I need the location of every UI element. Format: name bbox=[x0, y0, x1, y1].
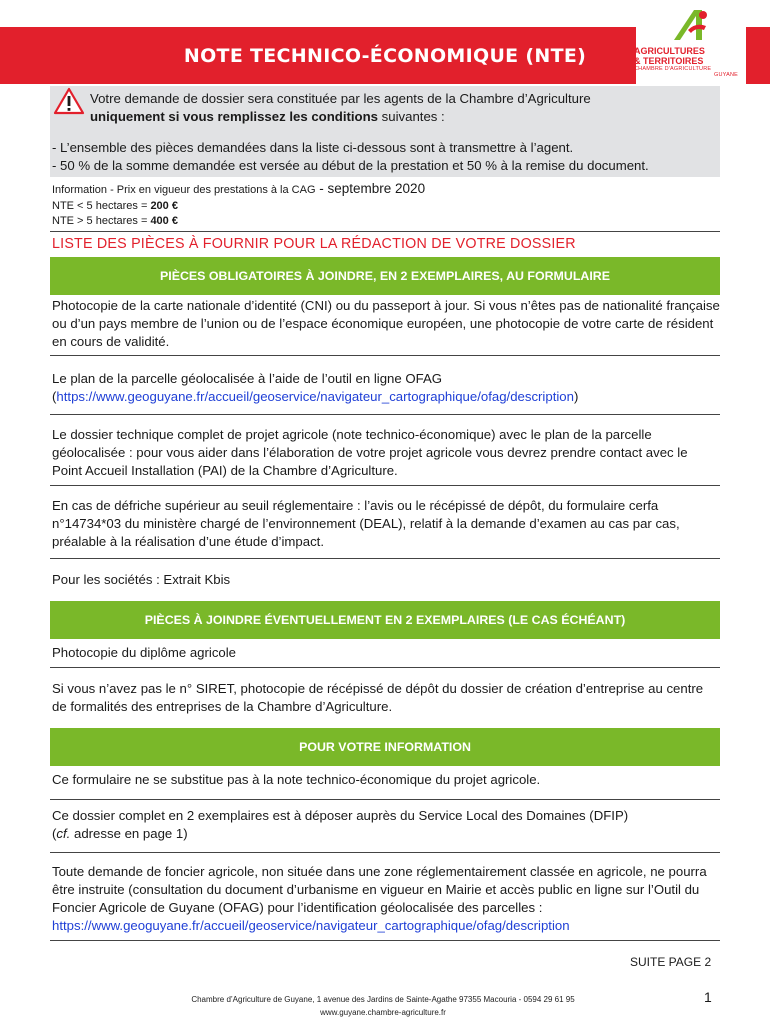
mandatory-item-2-text: Le plan de la parcelle géolocalisée à l’aide de l’outil en ligne OFAG bbox=[52, 371, 443, 386]
mandatory-item-2-link-row: (https://www.geoguyane.fr/accueil/geoservice/navigateur_cartographique/ofag/description) bbox=[52, 389, 579, 404]
footer bbox=[100, 993, 666, 1019]
notice-list bbox=[52, 139, 720, 174]
divider bbox=[50, 558, 720, 559]
divider bbox=[50, 667, 720, 668]
information-item-3 bbox=[52, 863, 720, 935]
ofag-link[interactable]: https://www.geoguyane.fr/accueil/geoservice/navigateur_cartographique/ofag/description bbox=[56, 389, 574, 404]
divider bbox=[50, 799, 720, 800]
suite-page-note: SUITE PAGE 2 bbox=[630, 955, 712, 969]
logo-line-4: GUYANE bbox=[714, 72, 739, 78]
notice-bullet-2: - 50 % de la somme demandée est versée au début de la prestation et 50 % à la remise du document. bbox=[52, 157, 649, 173]
nte-small-label: NTE < 5 hectares = bbox=[52, 199, 151, 212]
notice-line-1: Votre demande de dossier sera constituée par les agents de la Chambre d’Agriculture bbox=[90, 91, 591, 106]
footer-website[interactable]: www.guyane.chambre-agriculture.fr bbox=[320, 1008, 446, 1017]
notice-line-2-rest: suivantes : bbox=[378, 108, 445, 124]
information-item-2-rest: adresse en page 1) bbox=[70, 826, 188, 841]
logo-text bbox=[634, 46, 746, 78]
information-item-3-text: Toute demande de foncier agricole, non située dans une zone réglementairement classée en agricole, ne pourra être instruite (consultation du document d’urbanisme en vigueur en Mairie et accès public en ligne sur l’Outil du Foncier Agricole de Guyane (OFAG) pour l’identification géolocalisée des parcelles : bbox=[52, 864, 707, 915]
mandatory-item-2 bbox=[52, 370, 720, 406]
logo-line-3: CHAMBRE D'AGRICULTURE bbox=[634, 66, 712, 72]
divider bbox=[50, 231, 720, 232]
divider bbox=[50, 852, 720, 853]
logo-line-2: & TERRITOIRES bbox=[634, 56, 704, 66]
pricing-label: Information - Prix en vigueur des prestations à la CAG bbox=[52, 184, 316, 196]
information-item-1: Ce formulaire ne se substitue pas à la note technico-économique du projet agricole. bbox=[52, 772, 541, 787]
notice-line-2 bbox=[90, 108, 718, 126]
mandatory-item-4: En cas de défriche supérieur au seuil réglementaire : l’avis ou le récépissé de dépôt, du formulaire cerfa n°14734*03 du ministère chargé de l’environnement (DEAL), relatif à la demande d’examen au cas par cas, préalable à la réalisation d’une étude d’impact. bbox=[52, 498, 680, 549]
pricing-date: - septembre 2020 bbox=[315, 181, 426, 196]
nte-small-row bbox=[52, 199, 425, 215]
information-heading: POUR VOTRE INFORMATION bbox=[50, 728, 720, 766]
nte-small-price: 200 € bbox=[150, 199, 178, 212]
mandatory-heading: PIÈCES OBLIGATOIRES À JOINDRE, EN 2 EXEMPLAIRES, AU FORMULAIRE bbox=[50, 257, 720, 295]
page-title: NOTE TECHNICO-ÉCONOMIQUE (NTE) bbox=[183, 44, 587, 67]
footer-address: Chambre d’Agriculture de Guyane, 1 avenue des Jardins de Sainte-Agathe 97355 Macouria - 0594 29 61 95 bbox=[191, 995, 575, 1004]
pricing-header bbox=[52, 181, 425, 199]
divider bbox=[50, 940, 720, 941]
notice-text bbox=[90, 90, 718, 125]
notice-bullet-1: - L’ensemble des pièces demandées dans la liste ci-dessous sont à transmettre à l’agent. bbox=[52, 140, 574, 155]
divider bbox=[50, 414, 720, 415]
mandatory-item-3: Le dossier technique complet de projet agricole (note technico-économique) avec le plan de la parcelle géolocalisée : pour vous aider dans l’élaboration de votre projet agricole vous devrez prendre contact avec le Point Accueil Installation (PAI) de la Chambre d’Agriculture. bbox=[52, 427, 688, 478]
divider bbox=[50, 485, 720, 486]
cf-abbrev: cf. bbox=[56, 826, 71, 841]
nte-large-label: NTE > 5 hectares = bbox=[52, 215, 151, 227]
logo-line-1: AGRICULTURES bbox=[634, 46, 705, 56]
information-item-2 bbox=[52, 807, 720, 843]
notice-condition-emphasis: uniquement si vous remplissez les conditions bbox=[90, 108, 378, 124]
information-item-2-line-1: Ce dossier complet en 2 exemplaires est à déposer auprès du Service Local des Domaines (DFIP) bbox=[52, 808, 629, 823]
information-item-2-line-2: (cf. adresse en page 1) bbox=[52, 826, 188, 841]
optional-item-1: Photocopie du diplôme agricole bbox=[52, 645, 237, 660]
optional-heading: PIÈCES À JOINDRE ÉVENTUELLEMENT EN 2 EXEMPLAIRES (LE CAS ÉCHÉANT) bbox=[50, 601, 720, 639]
mandatory-item-5: Pour les sociétés : Extrait Kbis bbox=[52, 572, 231, 587]
ofag-link-2[interactable]: https://www.geoguyane.fr/accueil/geoservice/navigateur_cartographique/ofag/description bbox=[52, 918, 570, 933]
divider bbox=[50, 355, 720, 356]
page-number: 1 bbox=[704, 989, 712, 1005]
nte-large-price: 400 € bbox=[150, 215, 178, 227]
pricing-info bbox=[52, 181, 425, 230]
list-title: LISTE DES PIÈCES À FOURNIR POUR LA RÉDACTION DE VOTRE DOSSIER bbox=[52, 236, 576, 252]
mandatory-item-1: Photocopie de la carte nationale d’identité (CNI) ou du passeport à jour. Si vous n’êtes pas de nationalité française ou d’un pays membre de l’union ou de l’espace économique européen, une photocopie de votre carte de résident en cours de validité. bbox=[52, 298, 720, 349]
nte-large-row bbox=[52, 214, 425, 230]
optional-item-2: Si vous n’avez pas le n° SIRET, photocopie de récépissé de dépôt du dossier de création d’entreprise au centre de formalités des entreprises de la Chambre d’Agriculture. bbox=[52, 681, 704, 714]
warning-triangle-icon bbox=[52, 86, 86, 116]
